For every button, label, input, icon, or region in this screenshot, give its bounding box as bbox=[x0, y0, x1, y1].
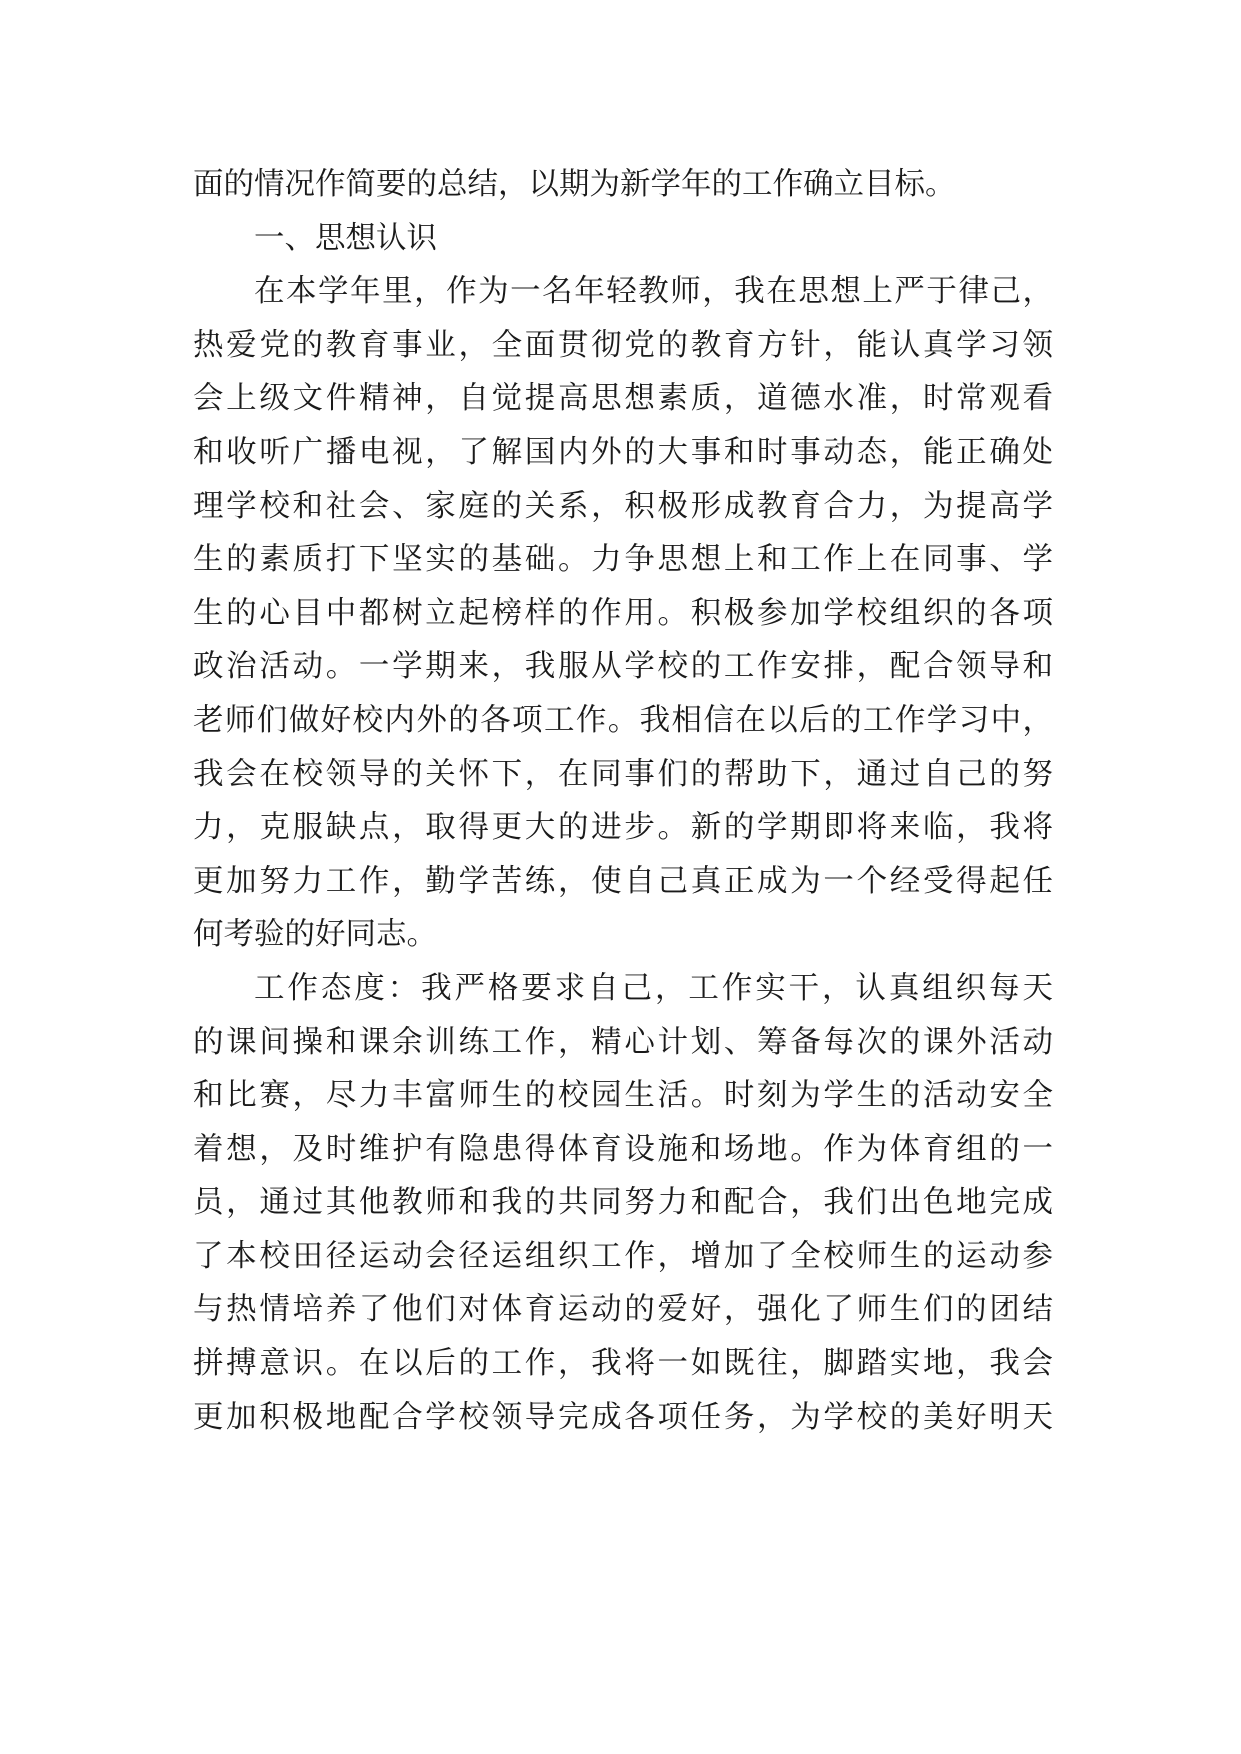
paragraph-line: 工作态度：我严格要求自己，工作实干，认真组织每天 bbox=[254, 970, 1053, 1006]
paragraph-line: 更加积极地配合学校领导完成各项任务，为学校的美好明天 bbox=[193, 1399, 1053, 1435]
document-body bbox=[193, 158, 1053, 1444]
paragraph-line: 何考验的好同志。 bbox=[193, 917, 437, 953]
paragraph-line: 在本学年里，作为一名年轻教师，我在思想上严于律己， bbox=[254, 274, 1053, 310]
paragraph-line: 生的素质打下坚实的基础。力争思想上和工作上在同事、学 bbox=[193, 542, 1053, 578]
paragraph-line: 和比赛，尽力丰富师生的校园生活。时刻为学生的活动安全 bbox=[193, 1078, 1053, 1114]
paragraph-line: 老师们做好校内外的各项工作。我相信在以后的工作学习中， bbox=[193, 702, 1053, 738]
paragraph-line: 和收听广播电视，了解国内外的大事和时事动态，能正确处 bbox=[193, 434, 1053, 470]
paragraph-line: 生的心目中都树立起榜样的作用。积极参加学校组织的各项 bbox=[193, 595, 1053, 631]
paragraph-line: 热爱党的教育事业，全面贯彻党的教育方针，能认真学习领 bbox=[193, 327, 1053, 363]
paragraph-line: 我会在校领导的关怀下，在同事们的帮助下，通过自己的努 bbox=[193, 756, 1053, 792]
paragraph-line: 与热情培养了他们对体育运动的爱好，强化了师生们的团结 bbox=[193, 1292, 1053, 1328]
paragraph-line: 员，通过其他教师和我的共同努力和配合，我们出色地完成 bbox=[193, 1185, 1053, 1221]
paragraph-line: 的课间操和课余训练工作，精心计划、筹备每次的课外活动 bbox=[193, 1024, 1053, 1060]
section-heading: 一、思想认识 bbox=[254, 220, 437, 256]
paragraph-line: 更加努力工作，勤学苦练，使自己真正成为一个经受得起任 bbox=[193, 863, 1053, 899]
paragraph-line: 理学校和社会、家庭的关系，积极形成教育合力，为提高学 bbox=[193, 488, 1053, 524]
paragraph-line: 面的情况作简要的总结，以期为新学年的工作确立目标。 bbox=[193, 167, 956, 202]
paragraph-line: 着想，及时维护有隐患得体育设施和场地。作为体育组的一 bbox=[193, 1131, 1053, 1167]
paragraph-line: 力，克服缺点，取得更大的进步。新的学期即将来临，我将 bbox=[193, 810, 1053, 846]
paragraph-line: 政治活动。一学期来，我服从学校的工作安排，配合领导和 bbox=[193, 649, 1053, 685]
paragraph-line: 了本校田径运动会径运组织工作，增加了全校师生的运动参 bbox=[193, 1238, 1053, 1274]
paragraph-line: 拼搏意识。在以后的工作，我将一如既往，脚踏实地，我会 bbox=[193, 1346, 1053, 1382]
paragraph-line: 会上级文件精神，自觉提高思想素质，道德水准，时常观看 bbox=[193, 381, 1053, 417]
